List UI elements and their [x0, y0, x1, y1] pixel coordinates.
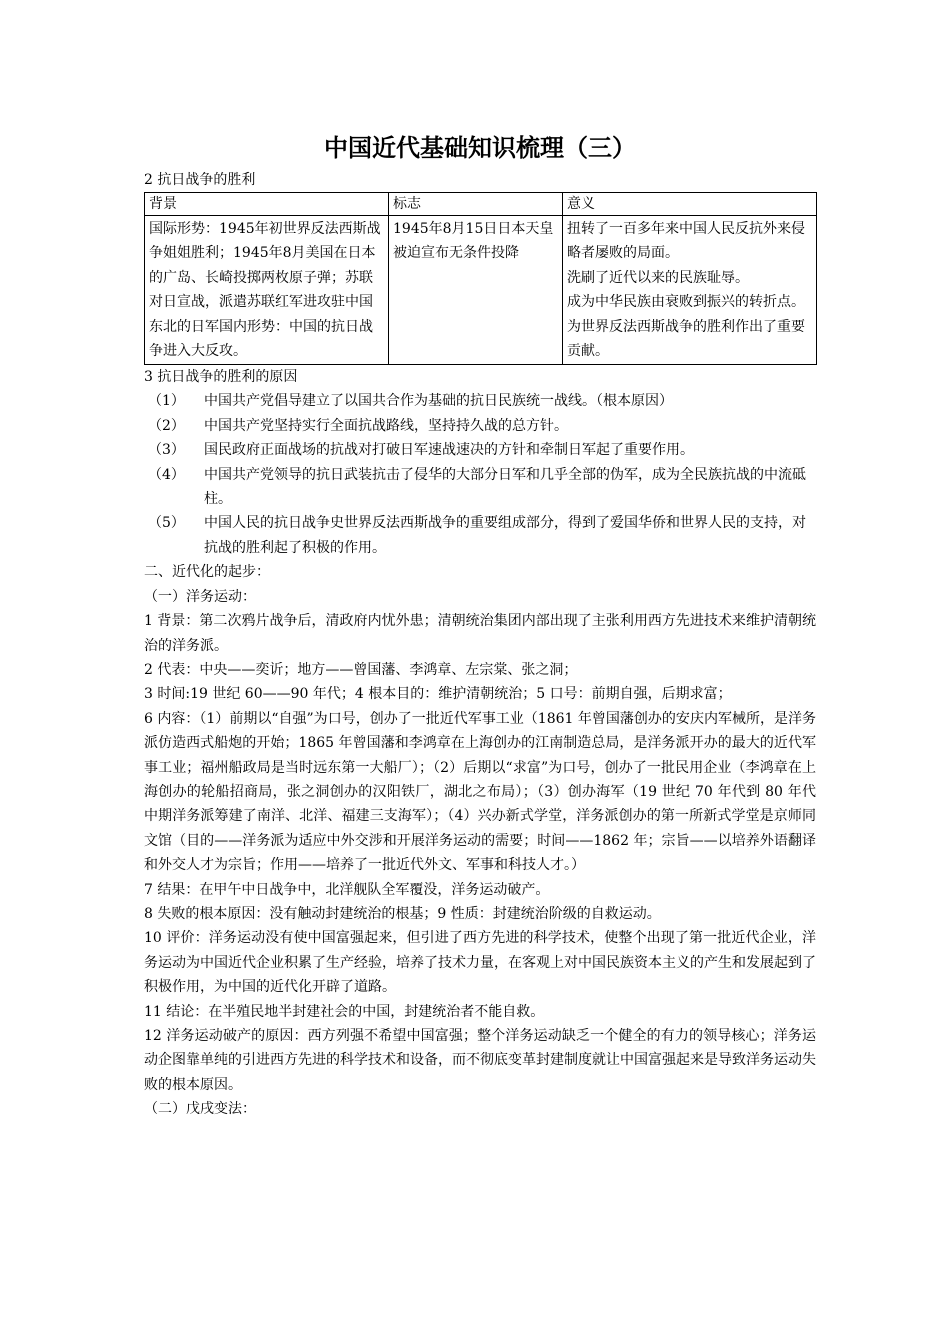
list-item-text: 中国人民的抗日战争史世界反法西斯战争的重要组成部分，得到了爱国华侨和世界人民的支持，对抗战的胜利起了积极的作用。	[204, 515, 806, 556]
table-cell-mark: 1945年8月15日日本天皇被迫宣布无条件投降	[389, 216, 563, 365]
section-heading-reasons: 3 抗日战争的胜利的原因	[144, 369, 298, 386]
paragraph: 7 结果：在甲午中日战争中，北洋舰队全军覆没，洋务运动破产。	[144, 881, 550, 898]
paragraph: 10 评价：洋务运动没有使中国富强起来，但引进了西方先进的科学技术，使整个出现了第一批近代企业，洋务运动为中国近代企业积累了生产经验，培养了技术力量，在客观上对中国民族资本主义的产生和发展起到了积极作用，为中国的近代化开辟了道路。	[144, 930, 816, 996]
document-page	[144, 128, 816, 1122]
list-item-number: （2）	[148, 417, 185, 434]
list-item	[144, 389, 816, 413]
document-title: 中国近代基础知识梳理（三）	[324, 133, 636, 162]
list-item	[144, 438, 816, 462]
list-item-number: （4）	[148, 466, 185, 483]
list-item-number: （3）	[148, 442, 185, 459]
part-heading: 二、近代化的起步：	[144, 564, 270, 581]
list-item-text: 国民政府正面战场的抗战对打破日军速战速决的方针和牵制日军起了重要作用。	[204, 442, 694, 459]
significance-item: 洗刷了近代以来的民族耻辱。	[567, 269, 749, 286]
list-item	[144, 463, 816, 512]
table-cell-background: 国际形势：1945年初世界反法西斯战争姐姐胜利；1945年8月美国在日本的广岛、长崎投掷两枚原子弹；苏联对日宣战，派遣苏联红军进攻驻中国东北的日军国内形势：中国的抗日战争进入大反攻。	[145, 216, 389, 365]
table-header-row	[145, 193, 817, 216]
victory-table	[144, 192, 817, 365]
section-heading-victory: 2 抗日战争的胜利	[144, 172, 256, 188]
table-header-mark: 标志	[389, 193, 563, 216]
subsection-heading-wuxu: （二）戊戌变法：	[144, 1101, 256, 1118]
paragraph: 3 时间:19 世纪 60——90 年代；4 根本目的：维护清朝统治；5 口号：前期自强，后期求富；	[144, 686, 732, 703]
table-row	[145, 216, 817, 365]
paragraph: 11 结论：在半殖民地半封建社会的中国，封建统治者不能自救。	[144, 1003, 545, 1020]
list-item-text: 中国共产党坚持实行全面抗战路线，坚持持久战的总方针。	[204, 417, 568, 434]
table-header-significance: 意义	[563, 193, 817, 216]
paragraph: 12 洋务运动破产的原因：西方列强不希望中国富强；整个洋务运动缺乏一个健全的有力的领导核心；洋务运动企图靠单纯的引进西方先进的科学技术和设备，而不彻底变革封建制度就让中国富强起来是导致洋务运动失败的根本原因。	[144, 1028, 816, 1093]
paragraph: 6 内容：（1）前期以“自强”为口号，创办了一批近代军事工业（1861 年曾国藩创办的安庆内军械所，是洋务派仿造西式船炮的开始；1865 年曾国藩和李鸿章在上海创办的江南制造总局，是洋务派开办的最大的近代军事工业；福州船政局是当时远东第一大船厂）；（2）后期以“求富”为口号，创办了一批民用企业（李鸿章在上海创办的轮船招商局，张之洞创办的汉阳铁厂，湖北之布局）；（3）创办海军（19 世纪 70 年代到 80 年代中期洋务派筹建了南洋、北洋、福建三支海军）；（4）兴办新式学堂，洋务派创办的第一所新式学堂是京师同文馆（目的——洋务派为适应中外交涉和开展洋务运动的需要；时间——1862 年；宗旨——以培养外语翻译和外交人才为宗旨；作用——培养了一批近代外文、军事和科技人才。）	[144, 710, 816, 874]
paragraph: 1 背景：第二次鸦片战争后，清政府内忧外患；清朝统治集团内部出现了主张利用西方先进技术来维护清朝统治的洋务派。	[144, 613, 816, 654]
paragraph: 8 失败的根本原因：没有触动封建统治的根基；9 性质：封建统治阶级的自救运动。	[144, 905, 661, 922]
list-item	[144, 511, 816, 560]
subsection-heading-yangwu: （一）洋务运动：	[144, 588, 256, 605]
list-item-number: （5）	[148, 515, 185, 532]
paragraph: 2 代表：中央——奕䜣；地方——曾国藩、李鸿章、左宗棠、张之洞；	[144, 661, 578, 678]
list-item	[144, 414, 816, 438]
significance-item: 成为中华民族由衰败到振兴的转折点。	[567, 294, 805, 311]
table-cell-significance	[563, 216, 817, 365]
significance-item: 为世界反法西斯战争的胜利作出了重要贡献。	[567, 318, 805, 360]
list-item-text: 中国共产党领导的抗日武装抗击了侵华的大部分日军和几乎全部的伪军，成为全民族抗战的中流砥柱。	[204, 466, 806, 508]
list-item-number: （1）	[148, 393, 185, 410]
table-header-background: 背景	[145, 193, 389, 216]
significance-item: 扭转了一百多年来中国人民反抗外来侵略者屡败的局面。	[567, 221, 805, 262]
list-item-text: 中国共产党倡导建立了以国共合作为基础的抗日民族统一战线。（根本原因）	[204, 393, 673, 410]
